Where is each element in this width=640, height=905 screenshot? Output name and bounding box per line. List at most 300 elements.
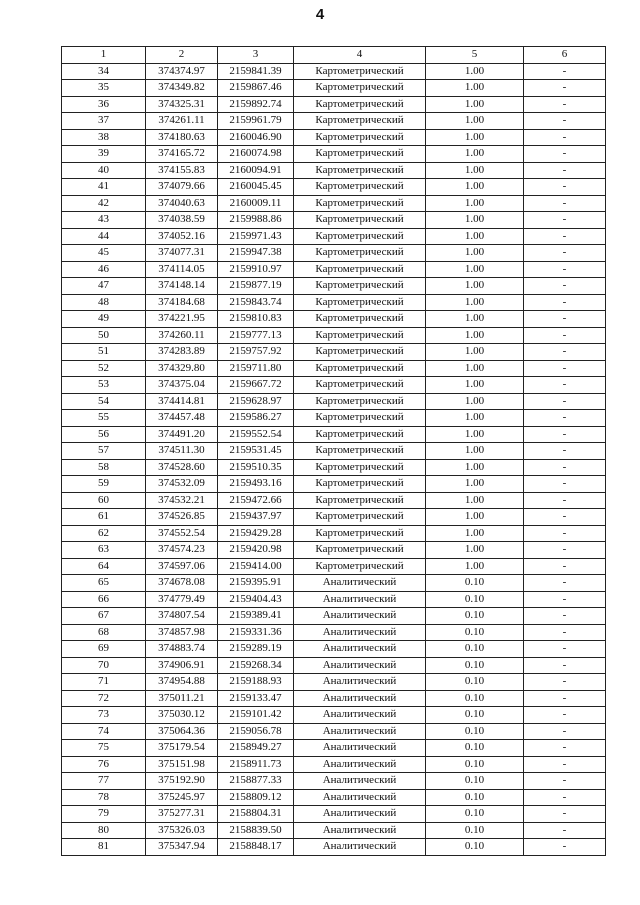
accuracy-cell: 1.00: [426, 360, 524, 377]
x-coordinate-cell: 374184.68: [146, 294, 218, 311]
note-cell: -: [524, 96, 606, 113]
table-row: [62, 822, 606, 839]
note-cell: -: [524, 129, 606, 146]
x-coordinate-cell: 374155.83: [146, 162, 218, 179]
note-cell: -: [524, 822, 606, 839]
accuracy-cell: 1.00: [426, 525, 524, 542]
accuracy-cell: 1.00: [426, 162, 524, 179]
y-coordinate-cell: 2159711.80: [218, 360, 294, 377]
y-coordinate-cell: 2159531.45: [218, 443, 294, 460]
accuracy-cell: 1.00: [426, 492, 524, 509]
y-coordinate-cell: 2159404.43: [218, 591, 294, 608]
point-number-cell: 48: [62, 294, 146, 311]
note-cell: -: [524, 575, 606, 592]
method-cell: Картометрический: [294, 360, 426, 377]
x-coordinate-cell: 374491.20: [146, 426, 218, 443]
point-number-cell: 34: [62, 63, 146, 80]
table-body: [62, 63, 606, 855]
x-coordinate-cell: 374261.11: [146, 113, 218, 130]
x-coordinate-cell: 375179.54: [146, 740, 218, 757]
y-coordinate-cell: 2159892.74: [218, 96, 294, 113]
method-cell: Картометрический: [294, 228, 426, 245]
method-cell: Картометрический: [294, 344, 426, 361]
accuracy-cell: 1.00: [426, 327, 524, 344]
y-coordinate-cell: 2159437.97: [218, 509, 294, 526]
accuracy-cell: 1.00: [426, 311, 524, 328]
method-cell: Картометрический: [294, 459, 426, 476]
method-cell: Аналитический: [294, 806, 426, 823]
table-row: [62, 96, 606, 113]
x-coordinate-cell: 375192.90: [146, 773, 218, 790]
method-cell: Аналитический: [294, 723, 426, 740]
method-cell: Аналитический: [294, 707, 426, 724]
y-coordinate-cell: 2160045.45: [218, 179, 294, 196]
table-row: [62, 195, 606, 212]
method-cell: Картометрический: [294, 129, 426, 146]
note-cell: -: [524, 294, 606, 311]
y-coordinate-cell: 2159510.35: [218, 459, 294, 476]
table-row: [62, 525, 606, 542]
table-row: [62, 558, 606, 575]
point-number-cell: 61: [62, 509, 146, 526]
note-cell: -: [524, 756, 606, 773]
point-number-cell: 55: [62, 410, 146, 427]
point-number-cell: 49: [62, 311, 146, 328]
note-cell: -: [524, 393, 606, 410]
y-coordinate-cell: 2158848.17: [218, 839, 294, 856]
point-number-cell: 57: [62, 443, 146, 460]
method-cell: Картометрический: [294, 542, 426, 559]
point-number-cell: 53: [62, 377, 146, 394]
method-cell: Картометрический: [294, 96, 426, 113]
y-coordinate-cell: 2159667.72: [218, 377, 294, 394]
method-cell: Аналитический: [294, 624, 426, 641]
accuracy-cell: 0.10: [426, 723, 524, 740]
point-number-cell: 73: [62, 707, 146, 724]
note-cell: -: [524, 443, 606, 460]
method-cell: Картометрический: [294, 63, 426, 80]
point-number-cell: 58: [62, 459, 146, 476]
point-number-cell: 68: [62, 624, 146, 641]
table-row: [62, 492, 606, 509]
accuracy-cell: 0.10: [426, 608, 524, 625]
table-row: [62, 63, 606, 80]
method-cell: Аналитический: [294, 641, 426, 658]
table-row: [62, 113, 606, 130]
y-coordinate-cell: 2159414.00: [218, 558, 294, 575]
point-number-cell: 80: [62, 822, 146, 839]
table-row: [62, 476, 606, 493]
note-cell: -: [524, 723, 606, 740]
x-coordinate-cell: 374528.60: [146, 459, 218, 476]
method-cell: Аналитический: [294, 608, 426, 625]
accuracy-cell: 1.00: [426, 410, 524, 427]
y-coordinate-cell: 2160094.91: [218, 162, 294, 179]
x-coordinate-cell: 375011.21: [146, 690, 218, 707]
x-coordinate-cell: 374374.97: [146, 63, 218, 80]
note-cell: -: [524, 410, 606, 427]
y-coordinate-cell: 2160074.98: [218, 146, 294, 163]
y-coordinate-cell: 2159188.93: [218, 674, 294, 691]
y-coordinate-cell: 2158877.33: [218, 773, 294, 790]
accuracy-cell: 1.00: [426, 212, 524, 229]
point-number-cell: 79: [62, 806, 146, 823]
note-cell: -: [524, 690, 606, 707]
y-coordinate-cell: 2159389.41: [218, 608, 294, 625]
note-cell: -: [524, 311, 606, 328]
x-coordinate-cell: 374165.72: [146, 146, 218, 163]
y-coordinate-cell: 2159628.97: [218, 393, 294, 410]
x-coordinate-cell: 375326.03: [146, 822, 218, 839]
method-cell: Картометрический: [294, 393, 426, 410]
method-cell: Картометрический: [294, 426, 426, 443]
point-number-cell: 65: [62, 575, 146, 592]
point-number-cell: 54: [62, 393, 146, 410]
x-coordinate-cell: 375347.94: [146, 839, 218, 856]
table-row: [62, 377, 606, 394]
method-cell: Картометрический: [294, 162, 426, 179]
x-coordinate-cell: 374148.14: [146, 278, 218, 295]
note-cell: -: [524, 377, 606, 394]
note-cell: -: [524, 459, 606, 476]
accuracy-cell: 0.10: [426, 740, 524, 757]
accuracy-cell: 1.00: [426, 261, 524, 278]
y-coordinate-cell: 2159056.78: [218, 723, 294, 740]
table-row: [62, 509, 606, 526]
point-number-cell: 42: [62, 195, 146, 212]
accuracy-cell: 1.00: [426, 228, 524, 245]
point-number-cell: 71: [62, 674, 146, 691]
note-cell: -: [524, 146, 606, 163]
note-cell: -: [524, 344, 606, 361]
note-cell: -: [524, 789, 606, 806]
accuracy-cell: 1.00: [426, 278, 524, 295]
method-cell: Картометрический: [294, 179, 426, 196]
point-number-cell: 64: [62, 558, 146, 575]
point-number-cell: 74: [62, 723, 146, 740]
note-cell: -: [524, 806, 606, 823]
x-coordinate-cell: 374329.80: [146, 360, 218, 377]
point-number-cell: 52: [62, 360, 146, 377]
accuracy-cell: 1.00: [426, 393, 524, 410]
x-coordinate-cell: 374375.04: [146, 377, 218, 394]
accuracy-cell: 1.00: [426, 63, 524, 80]
table-row: [62, 426, 606, 443]
accuracy-cell: 0.10: [426, 657, 524, 674]
x-coordinate-cell: 374457.48: [146, 410, 218, 427]
accuracy-cell: 0.10: [426, 575, 524, 592]
table-row: [62, 294, 606, 311]
y-coordinate-cell: 2160046.90: [218, 129, 294, 146]
point-number-cell: 36: [62, 96, 146, 113]
y-coordinate-cell: 2160009.11: [218, 195, 294, 212]
table-row: [62, 624, 606, 641]
x-coordinate-cell: 374779.49: [146, 591, 218, 608]
column-header-6: 6: [524, 47, 606, 64]
point-number-cell: 81: [62, 839, 146, 856]
y-coordinate-cell: 2159586.27: [218, 410, 294, 427]
table-row: [62, 806, 606, 823]
method-cell: Аналитический: [294, 740, 426, 757]
table-row: [62, 723, 606, 740]
note-cell: -: [524, 212, 606, 229]
point-number-cell: 59: [62, 476, 146, 493]
point-number-cell: 50: [62, 327, 146, 344]
y-coordinate-cell: 2159268.34: [218, 657, 294, 674]
note-cell: -: [524, 228, 606, 245]
note-cell: -: [524, 63, 606, 80]
point-number-cell: 44: [62, 228, 146, 245]
y-coordinate-cell: 2158911.73: [218, 756, 294, 773]
point-number-cell: 56: [62, 426, 146, 443]
y-coordinate-cell: 2159843.74: [218, 294, 294, 311]
table-row: [62, 245, 606, 262]
table-row: [62, 756, 606, 773]
point-number-cell: 69: [62, 641, 146, 658]
table-row: [62, 542, 606, 559]
method-cell: Картометрический: [294, 245, 426, 262]
method-cell: Картометрический: [294, 294, 426, 311]
table-row: [62, 773, 606, 790]
table-row: [62, 690, 606, 707]
x-coordinate-cell: 374857.98: [146, 624, 218, 641]
y-coordinate-cell: 2159395.91: [218, 575, 294, 592]
note-cell: -: [524, 80, 606, 97]
note-cell: -: [524, 162, 606, 179]
accuracy-cell: 1.00: [426, 294, 524, 311]
x-coordinate-cell: 374260.11: [146, 327, 218, 344]
y-coordinate-cell: 2159429.28: [218, 525, 294, 542]
x-coordinate-cell: 374574.23: [146, 542, 218, 559]
table-row: [62, 410, 606, 427]
x-coordinate-cell: 374114.05: [146, 261, 218, 278]
point-number-cell: 46: [62, 261, 146, 278]
note-cell: -: [524, 113, 606, 130]
table-row: [62, 641, 606, 658]
x-coordinate-cell: 375030.12: [146, 707, 218, 724]
column-header-3: 3: [218, 47, 294, 64]
accuracy-cell: 1.00: [426, 443, 524, 460]
accuracy-cell: 0.10: [426, 789, 524, 806]
y-coordinate-cell: 2159552.54: [218, 426, 294, 443]
accuracy-cell: 0.10: [426, 641, 524, 658]
point-number-cell: 75: [62, 740, 146, 757]
method-cell: Картометрический: [294, 311, 426, 328]
method-cell: Картометрический: [294, 212, 426, 229]
x-coordinate-cell: 374283.89: [146, 344, 218, 361]
table-row: [62, 839, 606, 856]
y-coordinate-cell: 2159420.98: [218, 542, 294, 559]
table-row: [62, 327, 606, 344]
accuracy-cell: 0.10: [426, 624, 524, 641]
method-cell: Картометрический: [294, 278, 426, 295]
table-row: [62, 360, 606, 377]
column-header-5: 5: [426, 47, 524, 64]
note-cell: -: [524, 641, 606, 658]
note-cell: -: [524, 327, 606, 344]
x-coordinate-cell: 374325.31: [146, 96, 218, 113]
point-number-cell: 37: [62, 113, 146, 130]
x-coordinate-cell: 374526.85: [146, 509, 218, 526]
table-row: [62, 261, 606, 278]
x-coordinate-cell: 375245.97: [146, 789, 218, 806]
x-coordinate-cell: 374597.06: [146, 558, 218, 575]
point-number-cell: 78: [62, 789, 146, 806]
note-cell: -: [524, 558, 606, 575]
x-coordinate-cell: 374883.74: [146, 641, 218, 658]
x-coordinate-cell: 374532.21: [146, 492, 218, 509]
x-coordinate-cell: 374906.91: [146, 657, 218, 674]
point-number-cell: 72: [62, 690, 146, 707]
table-row: [62, 740, 606, 757]
point-number-cell: 43: [62, 212, 146, 229]
note-cell: -: [524, 278, 606, 295]
x-coordinate-cell: 374180.63: [146, 129, 218, 146]
x-coordinate-cell: 374221.95: [146, 311, 218, 328]
x-coordinate-cell: 375151.98: [146, 756, 218, 773]
note-cell: -: [524, 476, 606, 493]
table-row: [62, 278, 606, 295]
table-row: [62, 591, 606, 608]
table-row: [62, 443, 606, 460]
point-number-cell: 77: [62, 773, 146, 790]
note-cell: -: [524, 773, 606, 790]
y-coordinate-cell: 2159133.47: [218, 690, 294, 707]
table-row: [62, 80, 606, 97]
header-row: [62, 47, 606, 64]
accuracy-cell: 1.00: [426, 146, 524, 163]
point-number-cell: 60: [62, 492, 146, 509]
method-cell: Картометрический: [294, 525, 426, 542]
table-row: [62, 162, 606, 179]
accuracy-cell: 1.00: [426, 80, 524, 97]
y-coordinate-cell: 2159810.83: [218, 311, 294, 328]
accuracy-cell: 1.00: [426, 426, 524, 443]
table-row: [62, 459, 606, 476]
table-row: [62, 212, 606, 229]
method-cell: Аналитический: [294, 674, 426, 691]
accuracy-cell: 0.10: [426, 839, 524, 856]
y-coordinate-cell: 2159877.19: [218, 278, 294, 295]
accuracy-cell: 1.00: [426, 459, 524, 476]
table-row: [62, 146, 606, 163]
x-coordinate-cell: 374954.88: [146, 674, 218, 691]
method-cell: Картометрический: [294, 146, 426, 163]
accuracy-cell: 0.10: [426, 822, 524, 839]
x-coordinate-cell: 374532.09: [146, 476, 218, 493]
accuracy-cell: 0.10: [426, 591, 524, 608]
table-row: [62, 674, 606, 691]
point-number-cell: 47: [62, 278, 146, 295]
method-cell: Картометрический: [294, 509, 426, 526]
y-coordinate-cell: 2159493.16: [218, 476, 294, 493]
x-coordinate-cell: 374511.30: [146, 443, 218, 460]
x-coordinate-cell: 374414.81: [146, 393, 218, 410]
table-row: [62, 393, 606, 410]
point-number-cell: 39: [62, 146, 146, 163]
point-number-cell: 63: [62, 542, 146, 559]
y-coordinate-cell: 2159910.97: [218, 261, 294, 278]
note-cell: -: [524, 261, 606, 278]
accuracy-cell: 0.10: [426, 806, 524, 823]
note-cell: -: [524, 707, 606, 724]
method-cell: Аналитический: [294, 591, 426, 608]
column-header-4: 4: [294, 47, 426, 64]
accuracy-cell: 1.00: [426, 509, 524, 526]
table-header: [62, 47, 606, 64]
point-number-cell: 40: [62, 162, 146, 179]
method-cell: Картометрический: [294, 327, 426, 344]
method-cell: Картометрический: [294, 443, 426, 460]
y-coordinate-cell: 2159961.79: [218, 113, 294, 130]
accuracy-cell: 1.00: [426, 558, 524, 575]
accuracy-cell: 0.10: [426, 773, 524, 790]
note-cell: -: [524, 492, 606, 509]
point-number-cell: 70: [62, 657, 146, 674]
method-cell: Аналитический: [294, 575, 426, 592]
method-cell: Картометрический: [294, 261, 426, 278]
x-coordinate-cell: 374349.82: [146, 80, 218, 97]
point-number-cell: 41: [62, 179, 146, 196]
method-cell: Аналитический: [294, 789, 426, 806]
x-coordinate-cell: 374040.63: [146, 195, 218, 212]
x-coordinate-cell: 374079.66: [146, 179, 218, 196]
column-header-1: 1: [62, 47, 146, 64]
y-coordinate-cell: 2159331.36: [218, 624, 294, 641]
x-coordinate-cell: 375064.36: [146, 723, 218, 740]
note-cell: -: [524, 179, 606, 196]
point-number-cell: 67: [62, 608, 146, 625]
y-coordinate-cell: 2159101.42: [218, 707, 294, 724]
accuracy-cell: 1.00: [426, 245, 524, 262]
note-cell: -: [524, 657, 606, 674]
x-coordinate-cell: 374807.54: [146, 608, 218, 625]
method-cell: Картометрический: [294, 377, 426, 394]
method-cell: Аналитический: [294, 657, 426, 674]
y-coordinate-cell: 2159988.86: [218, 212, 294, 229]
note-cell: -: [524, 624, 606, 641]
accuracy-cell: 1.00: [426, 179, 524, 196]
y-coordinate-cell: 2158809.12: [218, 789, 294, 806]
table-row: [62, 608, 606, 625]
accuracy-cell: 0.10: [426, 707, 524, 724]
method-cell: Картометрический: [294, 492, 426, 509]
accuracy-cell: 0.10: [426, 690, 524, 707]
x-coordinate-cell: 374552.54: [146, 525, 218, 542]
table-row: [62, 657, 606, 674]
y-coordinate-cell: 2159867.46: [218, 80, 294, 97]
point-number-cell: 62: [62, 525, 146, 542]
note-cell: -: [524, 360, 606, 377]
point-number-cell: 66: [62, 591, 146, 608]
method-cell: Картометрический: [294, 476, 426, 493]
method-cell: Картометрический: [294, 80, 426, 97]
note-cell: -: [524, 608, 606, 625]
table-row: [62, 228, 606, 245]
note-cell: -: [524, 674, 606, 691]
y-coordinate-cell: 2159289.19: [218, 641, 294, 658]
accuracy-cell: 1.00: [426, 344, 524, 361]
table-row: [62, 179, 606, 196]
point-number-cell: 38: [62, 129, 146, 146]
note-cell: -: [524, 509, 606, 526]
y-coordinate-cell: 2158949.27: [218, 740, 294, 757]
note-cell: -: [524, 591, 606, 608]
y-coordinate-cell: 2159947.38: [218, 245, 294, 262]
y-coordinate-cell: 2158839.50: [218, 822, 294, 839]
column-header-2: 2: [146, 47, 218, 64]
method-cell: Картометрический: [294, 558, 426, 575]
